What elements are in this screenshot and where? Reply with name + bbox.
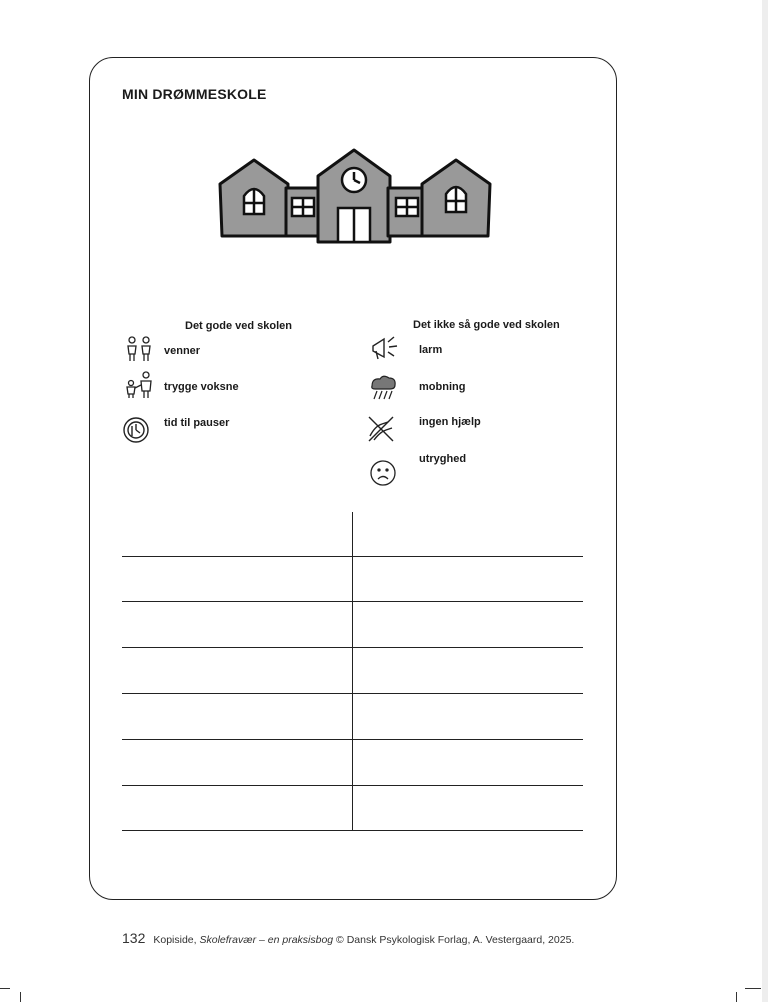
table-row-line — [122, 647, 583, 648]
crop-mark — [736, 992, 737, 1002]
footer-suffix: © Dansk Psykologisk Forlag, A. Vestergaard, 2025. — [333, 934, 575, 946]
bad-item-label: larm — [419, 344, 443, 356]
table-row-line — [122, 830, 583, 831]
no-help-icon — [366, 414, 396, 444]
table-row-line — [122, 693, 583, 694]
clock-pause-icon — [122, 416, 152, 446]
friends-icon — [124, 334, 154, 364]
good-heading: Det gode ved skolen — [185, 320, 292, 332]
crop-mark — [0, 988, 10, 989]
bad-item-label: utryghed — [419, 453, 467, 465]
table-row-line — [122, 739, 583, 740]
good-item-label: venner — [164, 345, 201, 357]
table-divider — [352, 512, 353, 830]
footer-book-title: Skolefravær – en praksisbog — [199, 934, 334, 946]
bad-heading: Det ikke så gode ved skolen — [413, 319, 560, 331]
page-title: MIN DRØMMESKOLE — [122, 86, 267, 102]
good-item-label: trygge voksne — [164, 381, 239, 393]
footer-prefix: Kopiside, — [153, 934, 200, 946]
table-row-line — [122, 601, 583, 602]
page-number: 132 — [122, 930, 146, 946]
good-item-label: tid til pauser — [164, 417, 230, 429]
page-edge — [762, 0, 768, 1002]
table-row-line — [122, 785, 583, 786]
table-row-line — [122, 556, 583, 557]
sad-face-icon — [368, 458, 398, 488]
crop-mark — [20, 992, 21, 1002]
school-building-icon — [214, 146, 494, 246]
safe-adults-icon — [124, 370, 154, 400]
storm-cloud-icon — [368, 372, 398, 402]
bad-item-label: ingen hjælp — [419, 416, 481, 428]
page-footer — [122, 930, 574, 946]
bad-item-label: mobning — [419, 381, 466, 393]
crop-mark — [745, 988, 761, 989]
megaphone-icon — [370, 332, 400, 362]
